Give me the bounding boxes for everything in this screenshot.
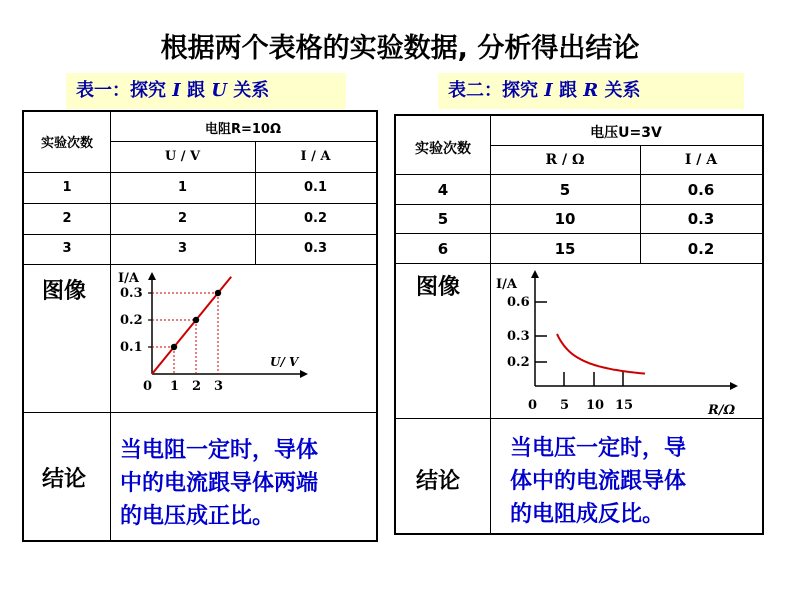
origin-label: 0 xyxy=(528,398,538,413)
y-tick-label: 0.3 xyxy=(507,329,530,344)
conclusion-line: 的电压成正比。 xyxy=(120,504,275,529)
caption-var: U xyxy=(211,80,227,101)
grid-line xyxy=(396,263,762,264)
x-axis-arrow xyxy=(730,382,738,390)
caption-text: 关系 xyxy=(226,80,270,101)
table-cell: 6 xyxy=(437,240,449,258)
table-cell: 15 xyxy=(554,240,576,258)
grid-line xyxy=(396,233,762,234)
conclusion-line: 体中的电流跟导体 xyxy=(510,469,687,494)
data-point xyxy=(215,290,221,296)
x-axis-label: U/ V xyxy=(270,355,299,369)
conclusion-line: 当电阻一定时，导体 xyxy=(120,438,319,463)
table-cell: 0.2 xyxy=(303,211,328,226)
table2-caption xyxy=(438,73,744,109)
table-cell: 0.3 xyxy=(687,210,715,228)
caption-var: I xyxy=(172,80,181,101)
y-axis-arrow xyxy=(531,270,539,278)
inverse-curve xyxy=(557,334,645,374)
y-tick-label: 0.2 xyxy=(120,313,143,328)
caption-text: 表一：探究 xyxy=(76,80,173,101)
data-point xyxy=(193,317,199,323)
grid-line xyxy=(396,204,762,205)
page-title: 根据两个表格的实验数据, 分析得出结论 xyxy=(160,33,640,64)
table-cell: 1 xyxy=(177,180,188,195)
y-axis-label: I/A xyxy=(118,271,139,286)
origin-label: 0 xyxy=(143,379,153,394)
caption-var: I xyxy=(544,80,553,101)
header-trials: 实验次数 xyxy=(415,141,471,157)
data-point xyxy=(171,344,177,350)
col-header-i: I / A xyxy=(684,152,718,168)
table-cell: 0.1 xyxy=(303,180,328,195)
table-cell: 2 xyxy=(177,211,188,226)
x-tick-label: 1 xyxy=(170,379,180,394)
col-header-u: U / V xyxy=(164,149,201,164)
grid-line xyxy=(24,264,376,265)
grid-line xyxy=(24,203,376,204)
grid-line xyxy=(24,412,376,413)
col-header-i: I / A xyxy=(300,149,331,164)
table-cell: 5 xyxy=(437,210,449,228)
caption-var: R xyxy=(583,80,599,101)
grid-line xyxy=(396,174,762,175)
table-cell: 0.2 xyxy=(687,240,715,258)
y-tick-label: 0.3 xyxy=(120,286,143,301)
table-cell: 0.3 xyxy=(303,241,328,256)
graph-proportional xyxy=(110,266,310,396)
x-tick-label: 5 xyxy=(560,398,570,413)
table-cell: 5 xyxy=(559,181,571,199)
conclusion-label: 结论 xyxy=(416,469,461,494)
axis-ticks xyxy=(120,286,223,394)
x-axis-label: R/Ω xyxy=(708,403,736,418)
y-tick-label: 0.2 xyxy=(507,355,530,370)
y-axis-label: I/A xyxy=(496,277,517,292)
x-tick-label: 10 xyxy=(586,398,605,413)
table-cell: 1 xyxy=(62,180,72,195)
caption-text: 关系 xyxy=(598,80,641,101)
table-cell: 3 xyxy=(62,241,72,256)
table-cell: 10 xyxy=(554,210,576,228)
conclusion-line: 中的电流跟导体两端 xyxy=(120,471,319,496)
x-tick-label: 2 xyxy=(192,379,202,394)
caption-text: 表二：探究 xyxy=(448,80,545,101)
graph-inverse xyxy=(490,266,750,422)
y-tick-label: 0.6 xyxy=(507,295,530,310)
table-cell: 2 xyxy=(62,211,72,226)
grid-line xyxy=(490,145,762,146)
x-tick-label: 15 xyxy=(615,398,634,413)
y-axis-arrow xyxy=(148,272,156,280)
conclusion-line: 当电压一定时，导 xyxy=(510,436,687,461)
x-tick-label: 3 xyxy=(214,379,224,394)
header-condition: 电阻R=10Ω xyxy=(204,122,282,137)
table-cell: 3 xyxy=(177,241,188,256)
table-cell: 4 xyxy=(437,181,449,199)
col-header-r: R / Ω xyxy=(545,152,585,168)
conclusion-text xyxy=(120,434,318,533)
header-trials: 实验次数 xyxy=(40,136,93,151)
grid-line xyxy=(110,141,376,142)
graph-label: 图像 xyxy=(42,279,87,304)
y-tick-label: 0.1 xyxy=(120,340,143,355)
conclusion-label: 结论 xyxy=(42,467,87,492)
x-axis-arrow xyxy=(300,370,308,378)
axis-ticks xyxy=(507,295,633,413)
conclusion-line: 的电阻成反比。 xyxy=(510,502,665,527)
caption-text: 跟 xyxy=(552,80,584,101)
table-cell: 0.6 xyxy=(687,181,715,199)
header-condition: 电压U=3V xyxy=(590,125,662,141)
graph-label: 图像 xyxy=(416,275,461,300)
caption-text: 跟 xyxy=(180,80,212,101)
conclusion-text xyxy=(510,432,686,531)
table1-caption xyxy=(66,73,346,109)
grid-line xyxy=(24,234,376,235)
grid-line xyxy=(24,172,376,173)
